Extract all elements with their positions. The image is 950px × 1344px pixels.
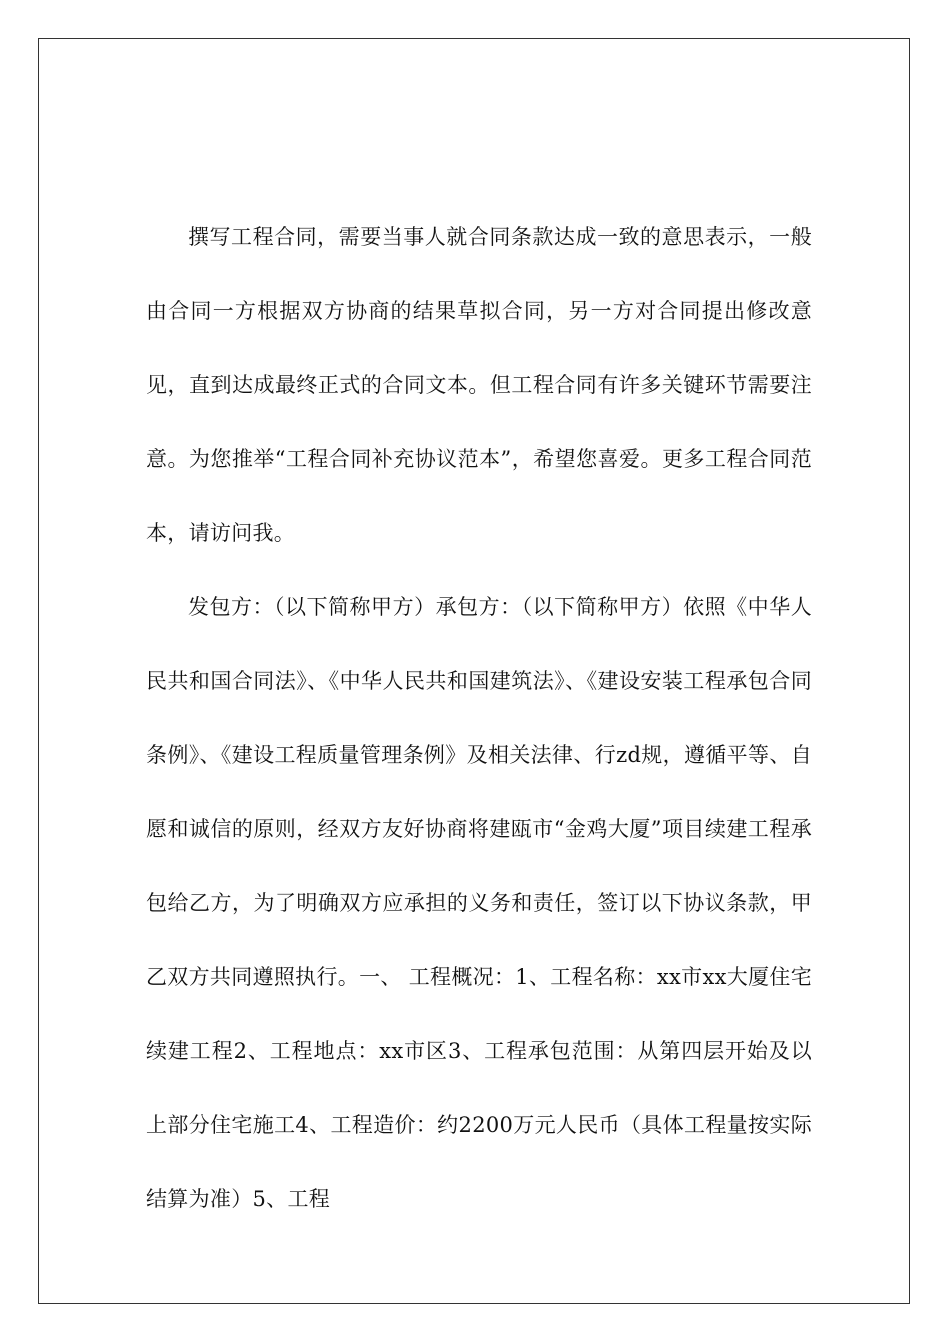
paragraph-contract-terms: 发包方：（以下简称甲方）承包方：（以下简称甲方）依照《中华人民共和国合同法》、《中华人民共和国建筑法》、《建设安装工程承包合同条例》、《建设工程质量管理条例》及相关法律、行zd规，遵循平等、自愿和诚信的原则，经双方友好协商将建瓯市“金鸡大厦”项目续建工程承包给乙方，为了明确双方应承担的义务和责任，签订以下协议条款，甲乙双方共同遵照执行。一、 工程概况：1、工程名称：xx市xx大厦住宅续建工程2、工程地点：xx市区3、工程承包范围：从第四层开始及以上部分住宅施工4、工程造价：约2200万元人民币（具体工程量按实际结算为准）5、工程 xyxy=(146,595,812,1211)
document-body xyxy=(146,200,812,1236)
paragraph-intro: 撰写工程合同，需要当事人就合同条款达成一致的意思表示，一般由合同一方根据双方协商的结果草拟合同，另一方对合同提出修改意见，直到达成最终正式的合同文本。但工程合同有许多关键环节需要注意。为您推举“工程合同补充协议范本”，希望您喜爱。更多工程合同范本，请访问我。 xyxy=(146,225,812,545)
